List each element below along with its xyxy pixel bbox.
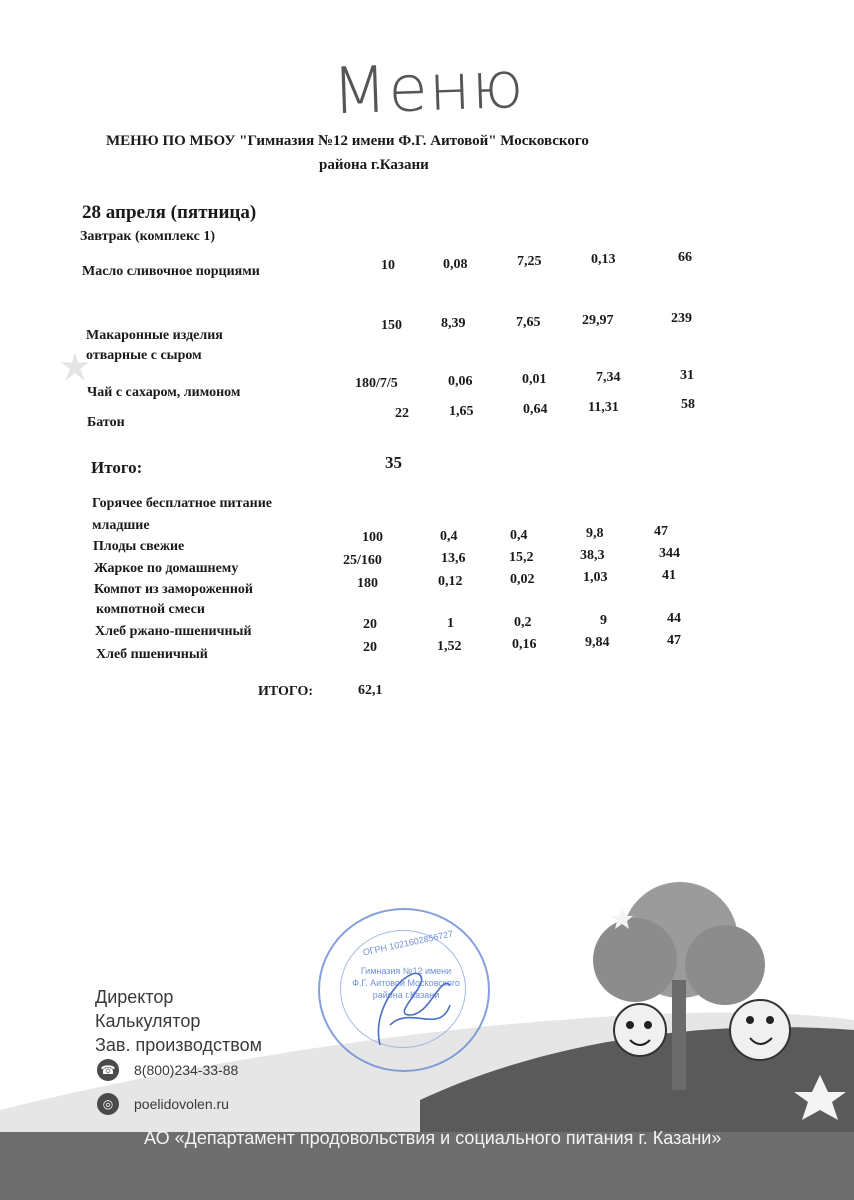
signature-director: Директор	[95, 987, 174, 1007]
lunch-title: Горячее бесплатное питание	[92, 496, 273, 511]
item-weight: 25/160	[343, 553, 382, 568]
item-kcal: 58	[681, 397, 695, 412]
item-protein: 0,08	[443, 257, 468, 272]
stamp-text: Гимназия №12 имени Ф.Г. Аитовой Московского района г.Казани	[352, 966, 460, 1000]
item-carbs: 9	[600, 613, 607, 628]
breakfast-total-value: 35	[385, 453, 402, 472]
item-protein: 1	[447, 616, 454, 631]
signature-production: Зав. производством	[95, 1035, 262, 1055]
smudge-mark	[58, 350, 92, 384]
item-name-cont: компотной смеси	[96, 602, 205, 617]
item-kcal: 31	[680, 368, 694, 383]
item-carbs: 7,34	[596, 370, 621, 385]
item-name: Компот из замороженной	[94, 582, 253, 597]
item-weight: 20	[363, 617, 377, 632]
lunch-subtitle: младшие	[92, 518, 150, 533]
item-weight: 100	[362, 530, 383, 545]
item-protein: 1,65	[449, 404, 474, 419]
item-name: Плоды свежие	[93, 539, 185, 554]
contact-site: poelidovolen.ru	[134, 1096, 229, 1112]
item-kcal: 344	[659, 546, 680, 561]
item-weight: 10	[381, 258, 395, 273]
item-weight: 180	[357, 576, 378, 591]
breakfast-title: Завтрак (комплекс 1)	[80, 229, 216, 244]
item-name-cont: отварные с сыром	[86, 348, 202, 363]
item-kcal: 44	[667, 611, 681, 626]
item-carbs: 38,3	[580, 548, 605, 563]
item-kcal: 41	[662, 568, 676, 583]
item-name: Батон	[87, 415, 125, 430]
lunch-total-label: ИТОГО:	[258, 684, 314, 699]
item-name: Масло сливочное порциями	[82, 264, 260, 279]
signature-scribble	[350, 945, 470, 1065]
item-name: Хлеб ржано-пшеничный	[95, 624, 252, 639]
breakfast-total-label: Итого:	[91, 458, 143, 477]
item-fat: 7,65	[516, 315, 541, 330]
item-protein: 0,06	[448, 374, 473, 389]
footer-banner-text: АО «Департамент продовольствия и социального питания г. Казани»	[144, 1128, 722, 1148]
item-protein: 0,12	[438, 574, 463, 589]
contact-phone: 8(800)234-33-88	[134, 1062, 239, 1078]
menu-date: 28 апреля (пятница)	[82, 202, 257, 223]
item-fat: 0,16	[512, 637, 537, 652]
item-weight: 150	[381, 318, 402, 333]
item-weight: 180/7/5	[355, 376, 398, 391]
stamp-ogrn: ОГРН 1021602856727	[361, 928, 454, 958]
item-fat: 0,02	[510, 572, 535, 587]
item-kcal: 239	[671, 311, 692, 326]
item-fat: 0,64	[523, 402, 548, 417]
item-fat: 0,01	[522, 372, 547, 387]
item-carbs: 9,8	[586, 526, 604, 541]
item-weight: 20	[363, 640, 377, 655]
item-weight: 22	[395, 406, 409, 421]
item-fat: 7,25	[517, 254, 542, 269]
item-kcal: 47	[654, 524, 668, 539]
signature-calculator: Калькулятор	[95, 1011, 201, 1031]
item-kcal: 66	[678, 250, 692, 265]
item-name: Жаркое по домашнему	[94, 561, 239, 576]
item-name: Макаронные изделия	[86, 328, 223, 343]
item-fat: 15,2	[509, 550, 534, 565]
item-fat: 0,2	[514, 615, 532, 630]
phone-icon: ☎	[97, 1059, 119, 1081]
item-kcal: 47	[667, 633, 681, 648]
item-carbs: 0,13	[591, 252, 616, 267]
globe-icon: ◎	[97, 1093, 119, 1115]
header-line-2: района г.Казани	[319, 157, 429, 173]
item-name: Чай с сахаром, лимоном	[87, 385, 241, 400]
item-fat: 0,4	[510, 528, 528, 543]
item-carbs: 1,03	[583, 570, 608, 585]
item-carbs: 9,84	[585, 635, 610, 650]
header-line-1: МЕНЮ ПО МБОУ "Гимназия №12 имени Ф.Г. Аитовой" Московского	[106, 133, 589, 149]
item-name: Хлеб пшеничный	[96, 647, 208, 662]
handwritten-title: Меню	[330, 48, 526, 130]
item-protein: 0,4	[440, 529, 458, 544]
item-carbs: 29,97	[582, 313, 614, 328]
item-carbs: 11,31	[588, 400, 619, 415]
item-protein: 1,52	[437, 639, 462, 654]
item-protein: 8,39	[441, 316, 466, 331]
item-protein: 13,6	[441, 551, 466, 566]
lunch-total-value: 62,1	[358, 683, 383, 698]
